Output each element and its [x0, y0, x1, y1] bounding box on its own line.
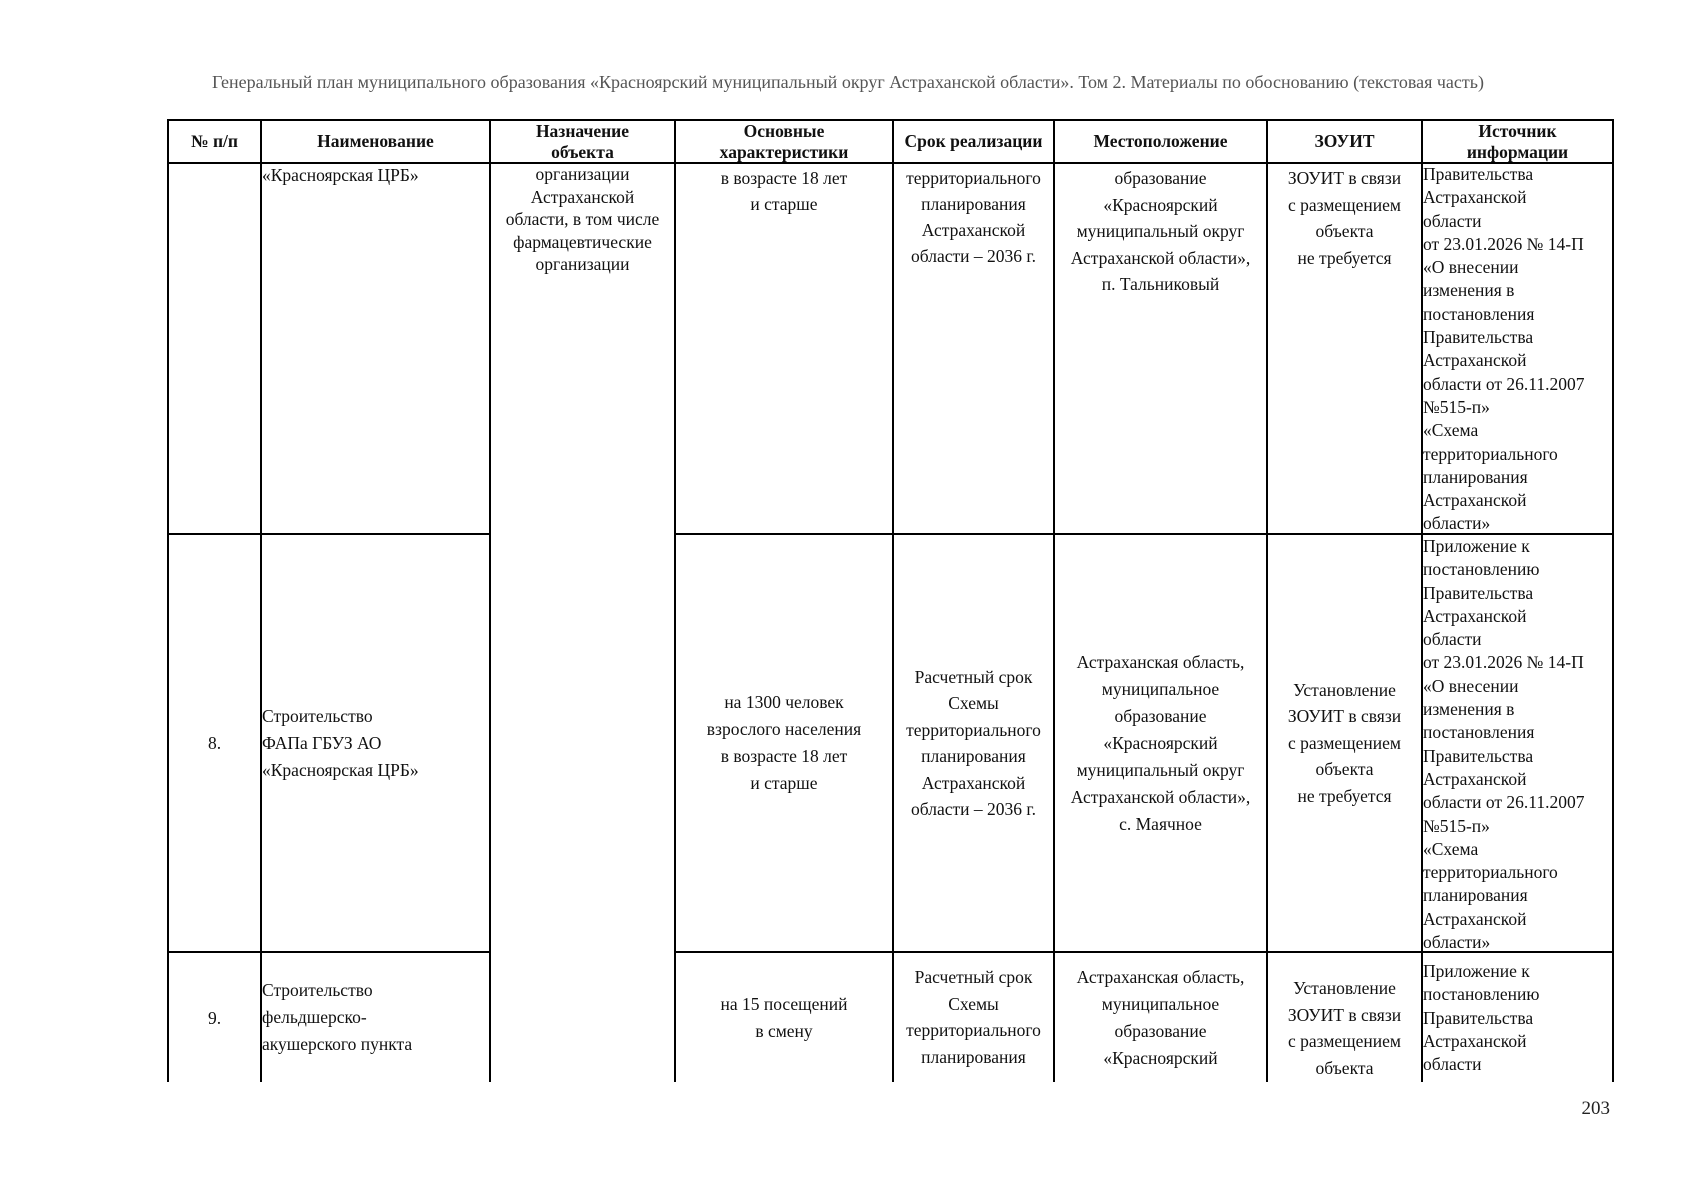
page-number: 203: [1581, 1098, 1610, 1119]
row-source: Приложение к постановлению Правительства Астраханской области от 23.01.2026 № 14-П «О внесении изменения в постановления Правительства Астраханской области от 26.11.2007 №515-п» «Схема территориального планирования Астраханской области»: [1423, 536, 1585, 953]
row-term: Расчетный срок Схемы территориального планирования Астраханской области – 2036 г.: [906, 666, 1041, 819]
column-header: ЗОУИТ: [1314, 131, 1375, 151]
row-number: 9.: [207, 1008, 222, 1028]
row-characteristics: на 1300 человек взрослого населения в возрасте 18 лет и старше: [706, 692, 862, 793]
row-name: «Красноярская ЦРБ»: [262, 165, 419, 185]
objects-table: [167, 119, 1614, 1082]
table-rule: [1612, 119, 1614, 1082]
column-header: Наименование: [317, 131, 434, 151]
row-purpose: организации Астраханской области, в том числе фармацевтические организации: [505, 164, 660, 274]
row-source: Правительства Астраханской области от 23.01.2026 № 14-П «О внесении изменения в постановления Правительства Астраханской области от 26.11.2007 №515-п» «Схема территориального планирования Астраханской области»: [1423, 164, 1585, 534]
document-running-header: Генеральный план муниципального образования «Красноярский муниципальный округ Астраханской области». Том 2. Материалы по обоснованию (текстовая часть): [212, 72, 1484, 92]
row-location: Астраханская область, муниципальное образование «Красноярский: [1076, 967, 1245, 1068]
row-name: Строительство ФАПа ГБУЗ АО «Красноярская ЦРБ»: [262, 705, 419, 780]
row-name: Строительство фельдшерско- акушерского пункта: [262, 980, 413, 1054]
row-source: Приложение к постановлению Правительства Астраханской области: [1423, 961, 1540, 1075]
table-rule: [167, 951, 491, 953]
column-header: Назначение объекта: [535, 120, 630, 162]
column-header: № п/п: [191, 131, 238, 151]
row-location: образование «Красноярский муниципальный округ Астраханской области», п. Тальниковый: [1070, 168, 1251, 294]
column-header: Источник информации: [1466, 120, 1569, 162]
row-zouit: Установление ЗОУИТ в связи с размещением объекта: [1287, 978, 1402, 1078]
column-header: Срок реализации: [904, 131, 1043, 151]
row-characteristics: на 15 посещений в смену: [720, 994, 848, 1041]
row-term: территориального планирования Астраханской области – 2036 г.: [906, 168, 1041, 266]
row-number: 8.: [207, 733, 222, 753]
row-location: Астраханская область, муниципальное образование «Красноярский муниципальный округ Астраханской области», с. Маячное: [1070, 651, 1251, 834]
column-header: Основные характеристики: [719, 120, 849, 162]
row-term: Расчетный срок Схемы территориального планирования: [906, 967, 1041, 1067]
row-characteristics: в возрасте 18 лет и старше: [720, 168, 848, 214]
column-header: Местоположение: [1093, 131, 1228, 151]
row-zouit: Установление ЗОУИТ в связи с размещением объекта не требуется: [1287, 679, 1402, 806]
row-zouit: ЗОУИТ в связи с размещением объекта не требуется: [1287, 168, 1402, 268]
